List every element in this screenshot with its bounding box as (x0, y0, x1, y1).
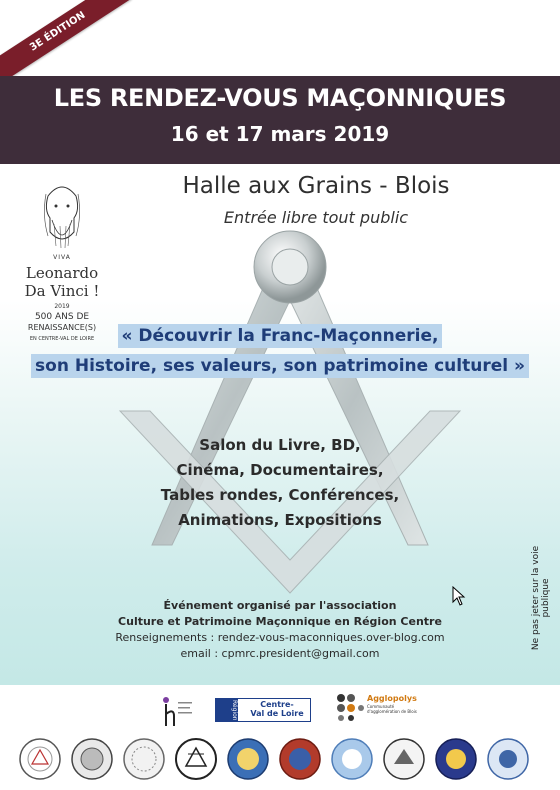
seal-1-icon (20, 739, 60, 779)
region-side-label: Région (216, 699, 238, 721)
leo-ans-1: 500 ANS DE (34, 312, 90, 322)
seal-9-icon (436, 739, 476, 779)
leonardo-portrait-icon (34, 176, 90, 250)
organizer-line-2: Culture et Patrimoine Maçonnique en Région Centre (118, 615, 442, 628)
entry-note: Entrée libre tout public (223, 208, 409, 227)
leo-viva: VIVA (53, 254, 71, 261)
venue-name: Halle aux Grains - Blois (182, 173, 450, 199)
leo-name-1: Leonardo (25, 264, 99, 282)
seal-5-icon (228, 739, 268, 779)
agglo-name: Agglopolys (367, 694, 417, 703)
tagline-line-2: son Histoire, ses valeurs, son patrimoine culturel » (31, 354, 529, 378)
leo-ans-2: RENAISSANCE(S) (27, 323, 97, 332)
seal-3-icon (124, 739, 164, 779)
contact-email: email : cpmrc.president@gmail.com (180, 647, 380, 660)
header-band (0, 76, 560, 164)
program-item: Tables rondes, Conférences, (160, 486, 400, 504)
program-list (110, 433, 450, 533)
mouse-pointer-icon (452, 586, 466, 606)
region-label-2: Val de Loire (250, 709, 304, 718)
seal-8-icon (384, 739, 424, 779)
agglopolys-logo (335, 692, 415, 726)
agglo-sub: Communauté d'agglomération de Blois (367, 704, 417, 714)
organizer-line-1: Événement organisé par l'association (163, 599, 397, 612)
program-item: Salon du Livre, BD, (199, 436, 361, 454)
leo-region: EN CENTRE-VAL DE LOIRE (29, 336, 95, 342)
agglopolys-dots-icon (335, 692, 365, 726)
edition-ribbon: 3E ÉDITION (0, 0, 132, 86)
region-centre-logo (215, 698, 311, 722)
seal-6-icon (280, 739, 320, 779)
seal-7-icon (332, 739, 372, 779)
program-item: Animations, Expositions (178, 511, 382, 529)
program-item: Cinéma, Documentaires, (176, 461, 384, 479)
seal-2-icon (72, 739, 112, 779)
seal-4-icon (176, 739, 216, 779)
region-label-1: Centre- (260, 700, 294, 709)
side-note: Ne pas jeter sur la voie publique (531, 545, 551, 651)
seal-10-icon (488, 739, 528, 779)
event-date: 16 et 17 mars 2019 (170, 122, 390, 146)
lodge-seals-row (18, 736, 548, 782)
rendez-vous-histoire-logo (160, 694, 194, 728)
tagline (0, 326, 560, 376)
square-and-compass-icon (80, 215, 500, 595)
info-link: Renseignements : rendez-vous-maconniques.over-blog.com (115, 631, 445, 644)
event-title: LES RENDEZ-VOUS MAÇONNIQUES (53, 84, 507, 112)
organizer-info (0, 598, 560, 662)
tagline-line-1: « Découvrir la Franc-Maçonnerie, (118, 324, 443, 348)
leo-name-2: Da Vinci ! (24, 282, 100, 300)
leo-year: 2019 (54, 303, 70, 310)
